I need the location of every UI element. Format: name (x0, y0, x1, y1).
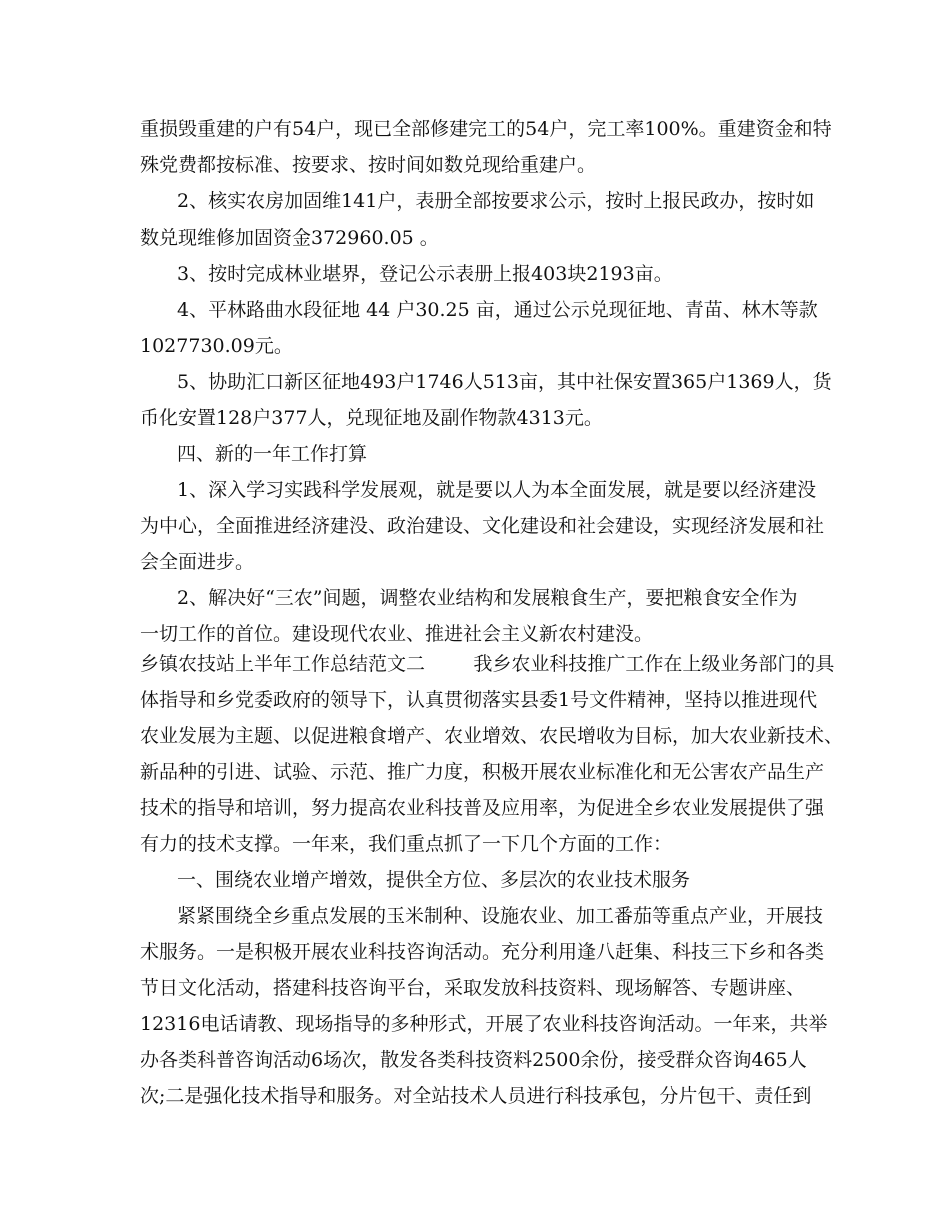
text-line: 次;二是强化技术指导和服务。对全站技术人员进行科技承包，分片包干、责任到 (140, 1085, 812, 1107)
text-line: 一切工作的首位。建设现代农业、推进社会主义新农村建没。 (140, 623, 654, 645)
text-line: 1、深入学习实践科学发展观，就是要以人为本全面发展，就是要以经济建没 (177, 479, 817, 501)
text-line: 为中心，全面推进经济建没、政治建设、文化建设和社会建设，实现经济发展和社 (140, 515, 825, 537)
text-line: 体指导和乡党委政府的领导下，认真贯彻落实县委1号文件精神，坚持以推进现代 (140, 689, 818, 711)
text-line: 12316电话请教、现场指导的多种形式，开展了农业科技咨询活动。一年来，共举 (140, 1013, 828, 1035)
text-line: 殊党费都按标准、按要求、按时间如数兑现给重建户。 (140, 154, 597, 176)
section-heading: 四、新的一年工作打算 (177, 443, 368, 465)
text-line: 乡镇农技站上半年工作总结范文二 我乡农业科技推广工作在上级业务部门的具 (140, 653, 835, 675)
text-line: 有力的技术支撑。一年来，我们重点抓了一下几个方面的工作： (140, 833, 673, 855)
text-line: 重损毁重建的户有54户，现已全部修建完工的54户，完工率100%。重建资金和特 (140, 118, 832, 140)
text-line: 2、核实农房加固维141户，表册全部按要求公示，按时上报民政办，按时如 (177, 190, 815, 212)
text-line: 2、解决好“三农”间题，调整农业结构和发展粮食生产，要把粮食安全作为 (177, 587, 798, 609)
text-line: 农业发展为主题、以促进粮食增产、农业增效、农民增收为目标，加大农业新技术、 (140, 725, 844, 747)
text-line: 数兑现维修加固资金372960.05 。 (140, 227, 439, 249)
text-line: 1027730.09元。 (140, 335, 293, 357)
text-line: 币化安置128户377人，兑现征地及副作物款4313元。 (140, 407, 603, 429)
text-line: 会全面进步。 (140, 551, 255, 573)
text-line: 3、按时完成林业堪界，登记公示表册上报403块2193亩。 (177, 263, 673, 285)
text-line: 节日文化活动，搭建科技咨询平台，采取发放科技资料、现场解答、专题讲座、 (140, 977, 806, 999)
text-line: 技术的指导和培训，努力提高农业科技普及应用率，为促进全乡农业发展提供了强 (140, 797, 825, 819)
text-line: 紧紧围绕全乡重点发展的玉米制种、设施农业、加工番茄等重点产业，开展技 (177, 905, 824, 927)
text-line: 4、平林路曲水段征地 44 户30.25 亩，通过公示兑现征地、青苗、林木等款 (177, 299, 818, 321)
text-line: 术服务。一是积极开展农业科技咨询活动。充分利用逢八赶集、科技三下乡和各类 (140, 941, 825, 963)
section-heading: 一、围绕农业增产增效，提供全方位、多层次的农业技术服务 (177, 869, 691, 891)
text-line: 5、协助汇口新区征地493户1746人513亩，其中社保安置365户1369人，货 (177, 371, 832, 393)
text-line: 办各类科普咨询活动6场次，散发各类科技资料2500余份，接受群众咨询465人 (140, 1049, 807, 1071)
text-line: 新品种的引进、试验、示范、推广力度，积极开展农业标准化和无公害农产品生产 (140, 761, 825, 783)
